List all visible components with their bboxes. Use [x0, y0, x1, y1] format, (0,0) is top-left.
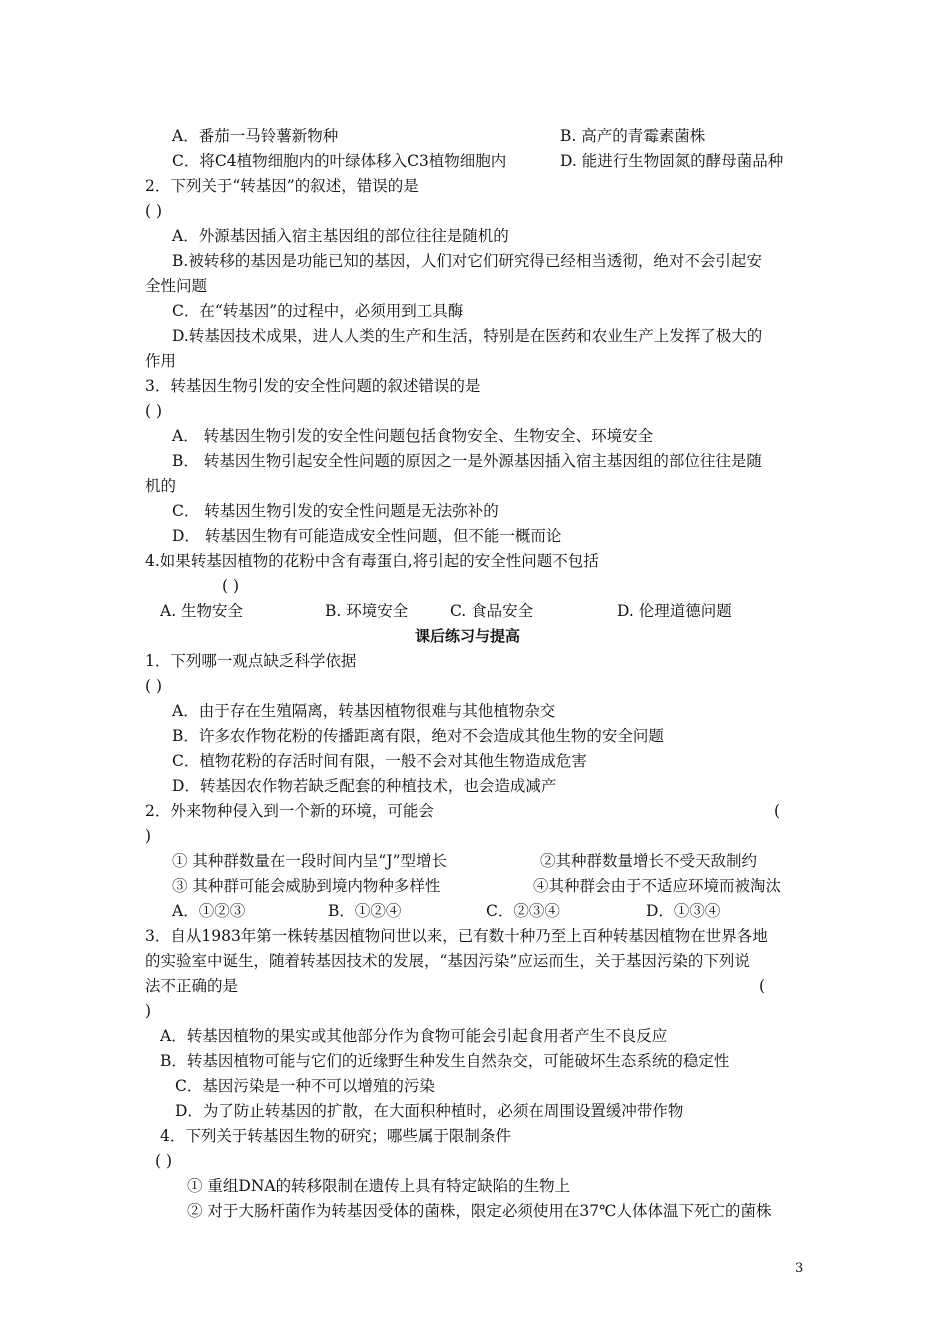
q3-option-b-line2: 机的 — [145, 477, 177, 495]
q2-option-d-line2: 作用 — [145, 352, 177, 370]
p2-stem: 2．外来物种侵入到一个新的环境，可能会 — [145, 802, 434, 820]
p3-option-b: B．转基因植物可能与它们的近缘野生种发生自然杂交，可能破坏生态系统的稳定性 — [160, 1052, 730, 1070]
p3-option-c: C．基因污染是一种不可以增殖的污染 — [175, 1077, 435, 1095]
p2-bracket-open: ( — [774, 802, 781, 820]
q2-bracket: ( ) — [145, 202, 163, 220]
p1-option-a: A．由于存在生殖隔离，转基因植物很难与其他植物杂交 — [172, 702, 556, 720]
p1-option-d: D．转基因农作物若缺乏配套的种植技术，也会造成减产 — [172, 777, 557, 795]
q2-option-a: A．外源基因插入宿主基因组的部位往往是随机的 — [172, 227, 509, 245]
q4-option-d: D. 伦理道德问题 — [617, 602, 732, 620]
q4-option-c: C. 食品安全 — [450, 602, 534, 620]
q4-option-a: A. 生物安全 — [160, 602, 244, 620]
q3-option-d: D． 转基因生物有可能造成安全性问题，但不能一概而论 — [172, 527, 562, 545]
section-title: 课后练习与提高 — [415, 627, 521, 645]
p2-statement-4: ④其种群会由于不适应环境而被淘汰 — [533, 877, 782, 895]
q2-option-c: C．在“转基因”的过程中，必须用到工具酶 — [172, 302, 464, 320]
q2-option-b-line2: 全性问题 — [145, 277, 208, 295]
p3-stem-line2: 的实验室中诞生，随着转基因技术的发展，“基因污染”应运而生，关于基因污染的下列说 — [145, 952, 750, 970]
p4-statement-2: ② 对于大肠杆菌作为转基因受体的菌株，限定必须使用在37℃人体体温下死亡的菌株 — [187, 1202, 772, 1220]
p2-statement-2: ②其种群数量增长不受天敌制约 — [540, 852, 758, 870]
q1-option-a: A．番茄一马铃薯新物种 — [172, 127, 339, 145]
p1-option-c: C．植物花粉的存活时间有限，一般不会对其他生物造成危害 — [172, 752, 587, 770]
q1-option-c: C．将C4植物细胞内的叶绿体移入C3植物细胞内 — [172, 152, 507, 170]
p4-stem: 4．下列关于转基因生物的研究；哪些属于限制条件 — [160, 1127, 511, 1145]
p1-option-b: B．许多农作物花粉的传播距离有限，绝对不会造成其他生物的安全问题 — [172, 727, 664, 745]
q3-option-b-line1: B． 转基因生物引起安全性问题的原因之一是外源基因插入宿主基因组的部位往往是随 — [172, 452, 762, 470]
p1-stem: 1．下列哪一观点缺乏科学依据 — [145, 652, 357, 670]
page-number: 3 — [795, 1261, 804, 1276]
q3-bracket: ( ) — [145, 402, 163, 420]
p2-option-d: D．①③④ — [646, 902, 721, 920]
p3-stem-line1: 3．自从1983年第一株转基因植物问世以来，已有数十种乃至上百种转基因植物在世界各地 — [145, 927, 768, 945]
p2-option-a: A．①②③ — [172, 902, 246, 920]
q4-stem: 4.如果转基因植物的花粉中含有毒蛋白,将引起的安全性问题不包括 — [145, 552, 599, 570]
q2-stem: 2．下列关于“转基因”的叙述，错误的是 — [145, 177, 419, 195]
p1-bracket: ( ) — [145, 677, 163, 695]
p2-statement-3: ③ 其种群可能会威胁到境内物种多样性 — [172, 877, 441, 895]
p2-option-b: B．①②④ — [328, 902, 402, 920]
q4-option-b: B. 环境安全 — [325, 602, 409, 620]
p3-option-d: D．为了防止转基因的扩散，在大面积种植时，必须在周围设置缓冲带作物 — [175, 1102, 684, 1120]
q1-option-b: B. 高产的青霉素菌株 — [560, 127, 706, 145]
q3-option-a: A． 转基因生物引发的安全性问题包括食物安全、生物安全、环境安全 — [172, 427, 654, 445]
p2-statement-1: ① 其种群数量在一段时间内呈“J”型增长 — [172, 852, 447, 870]
q2-option-d-line1: D.转基因技术成果，进人人类的生产和生活，特别是在医药和农业生产上发挥了极大的 — [172, 327, 763, 345]
p2-bracket-close: ) — [145, 827, 152, 845]
p3-stem-line3: 法不正确的是 — [145, 977, 239, 995]
p2-option-c: C．②③④ — [486, 902, 560, 920]
q3-option-c: C． 转基因生物引发的安全性问题是无法弥补的 — [172, 502, 499, 520]
q3-stem: 3．转基因生物引发的安全性问题的叙述错误的是 — [145, 377, 481, 395]
q2-option-b-line1: B.被转移的基因是功能已知的基因，人们对它们研究得已经相当透彻，绝对不会引起安 — [172, 252, 762, 270]
p3-bracket-open: ( — [759, 977, 766, 995]
q4-bracket: ( ) — [222, 577, 240, 595]
p3-bracket-close: ) — [145, 1002, 152, 1020]
q1-option-d: D. 能进行生物固氮的酵母菌品种 — [560, 152, 784, 170]
p4-bracket: ( ) — [155, 1152, 173, 1170]
p4-statement-1: ① 重组DNA的转移限制在遗传上具有特定缺陷的生物上 — [187, 1177, 571, 1195]
p3-option-a: A．转基因植物的果实或其他部分作为食物可能会引起食用者产生不良反应 — [160, 1027, 668, 1045]
